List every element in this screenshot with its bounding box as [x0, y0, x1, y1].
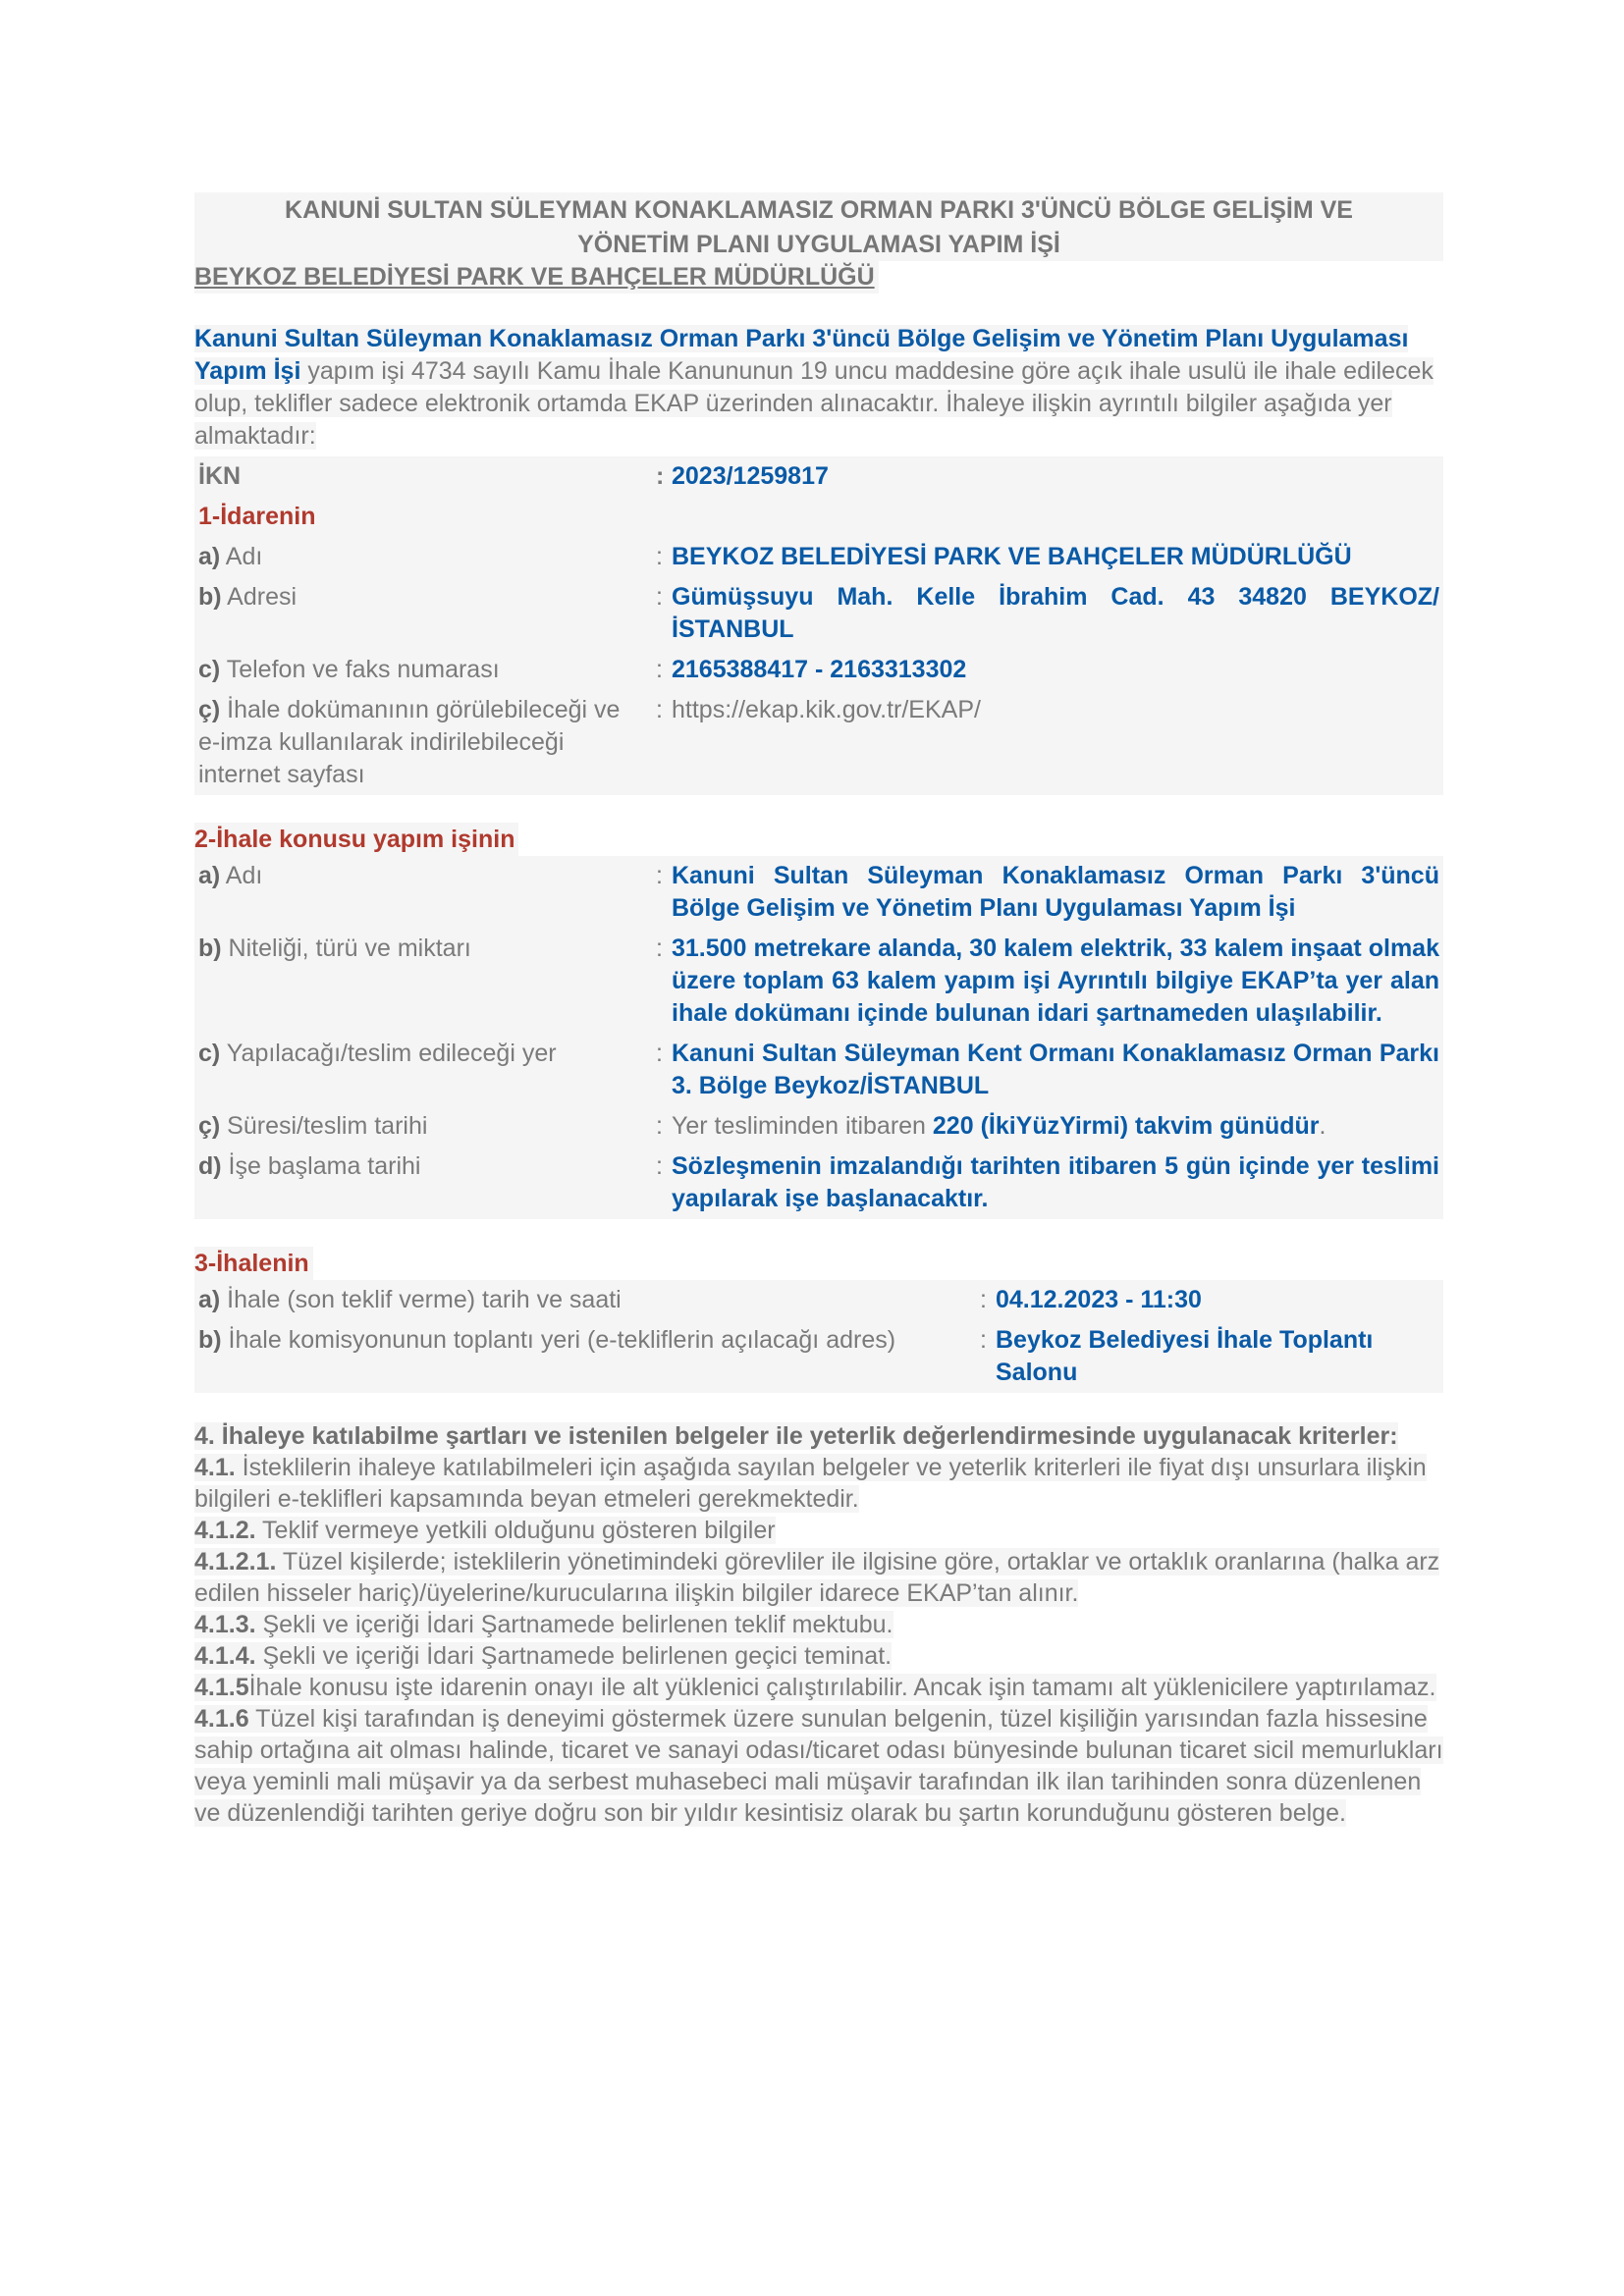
administration-address: Gümüşsuyu Mah. Kelle İbrahim Cad. 43 34820 BEYKOZ/İSTANBUL	[672, 583, 1439, 643]
row-label: İhale dokümanının görülebileceği ve e-imza kullanılarak indirilebileceği internet sayfası	[198, 696, 621, 788]
row-key: b)	[198, 1326, 222, 1354]
row-key: b)	[198, 583, 222, 611]
section-3-title: 3-İhalenin	[194, 1247, 313, 1280]
table-row	[194, 1280, 1443, 1320]
separator: :	[656, 934, 663, 962]
separator: :	[656, 462, 665, 490]
row-label: Niteliği, türü ve miktarı	[221, 934, 471, 962]
section-4-title: 4. İhaleye katılabilme şartları ve istenilen belgeler ile yeterlik değerlendirmesinde uygulanacak kriterler:	[194, 1422, 1398, 1450]
separator: :	[656, 583, 663, 611]
row-key: d)	[198, 1152, 222, 1180]
intro-project-name: Kanuni Sultan Süleyman Konaklamasız Orman Parkı 3'üncü Bölge Gelişim ve Yönetim Planı Uygulaması Yapım İşi	[194, 325, 1409, 385]
ikn-value: 2023/1259817	[672, 462, 829, 490]
table-row	[194, 690, 1443, 795]
table-row	[194, 1147, 1443, 1219]
title-line-1: KANUNİ SULTAN SÜLEYMAN KONAKLAMASIZ ORMAN PARKI 3'ÜNCÜ BÖLGE GELİŞİM VE	[285, 196, 1353, 224]
row-key: b)	[198, 934, 222, 962]
ekap-link[interactable]: https://ekap.kik.gov.tr/EKAP/	[672, 696, 981, 723]
table-row	[194, 1320, 1443, 1393]
row-label: İşe başlama tarihi	[221, 1152, 421, 1180]
criteria-section	[194, 1420, 1443, 1829]
duration-prefix: Yer tesliminden itibaren	[672, 1112, 933, 1140]
row-key: ç)	[198, 1112, 221, 1140]
section-3-table	[194, 1280, 1443, 1393]
tender-date: 04.12.2023 - 11:30	[996, 1286, 1202, 1313]
ikn-section-1-table	[194, 456, 1443, 795]
table-row	[194, 650, 1443, 690]
criteria-item: 4.1.5İhale konusu işte idarenin onayı ile alt yüklenici çalıştırılabilir. Ancak işin tamamı alt yüklenicilere yaptırılamaz.	[194, 1674, 1436, 1701]
authority-heading: BEYKOZ BELEDİYESİ PARK VE BAHÇELER MÜDÜRLÜĞÜ	[194, 261, 879, 294]
title-line-2: YÖNETİM PLANI UYGULAMASI YAPIM İŞİ	[577, 231, 1060, 258]
table-row	[194, 537, 1443, 577]
row-label: Adı	[220, 543, 263, 570]
row-label: Süresi/teslim tarihi	[220, 1112, 428, 1140]
row-label: Adı	[220, 862, 263, 889]
row-key: c)	[198, 656, 221, 683]
row-label: İhale komisyonunun toplantı yeri (e-tekliflerin açılacağı adres)	[221, 1326, 896, 1354]
start-date: Sözleşmenin imzalandığı tarihten itibaren 5 gün içinde yer teslimi yapılarak işe başlanacaktır.	[672, 1152, 1439, 1212]
criteria-item: 4.1.3. Şekli ve içeriği İdari Şartnamede belirlenen teklif mektubu.	[194, 1611, 893, 1638]
phone-fax: 2165388417 - 2163313302	[672, 656, 967, 683]
row-label: İhale (son teklif verme) tarih ve saati	[220, 1286, 622, 1313]
separator: :	[656, 696, 663, 723]
ikn-row	[194, 456, 1443, 497]
separator: :	[980, 1326, 987, 1354]
separator: :	[656, 656, 663, 683]
section-2-table	[194, 856, 1443, 1219]
ikn-label: İKN	[198, 462, 242, 490]
criteria-item: 4.1.6 Tüzel kişi tarafından iş deneyimi göstermek üzere sunulan belgenin, tüzel kişiliğin yarısından fazla hissesine sahip ortağına ait olması halinde, ticaret ve sanayi odası/ticaret odası bünyesinde bulunan ticaret sicil memurlukları veya yeminli mali müşavir ya da serbest muhasebeci mali müşavir tarafından ilk ilan tarihinden sonra düzenlenen ve düzenlendiği tarihten geriye doğru son bir yıldır kesintisiz olarak bu şartın korunduğunu gösteren belge.	[194, 1705, 1443, 1827]
row-label: Yapılacağı/teslim edileceği yer	[220, 1040, 557, 1067]
separator: :	[656, 862, 663, 889]
separator: :	[980, 1286, 987, 1313]
row-key: a)	[198, 862, 221, 889]
row-key: c)	[198, 1040, 221, 1067]
section-1-title: 1-İdarenin	[198, 503, 316, 530]
document-page	[194, 192, 1443, 1829]
row-key: ç)	[198, 696, 221, 723]
work-name: Kanuni Sultan Süleyman Konaklamasız Orman Parkı 3'üncü Bölge Gelişim ve Yönetim Planı Uygulaması Yapım İşi	[672, 862, 1439, 922]
table-row	[194, 856, 1443, 929]
criteria-item: 4.1.4. Şekli ve içeriği İdari Şartnamede belirlenen geçici teminat.	[194, 1642, 893, 1670]
separator: :	[656, 1040, 663, 1067]
duration-value: 220 (İkiYüzYirmi) takvim günüdür	[932, 1112, 1320, 1140]
separator: :	[656, 1152, 663, 1180]
administration-name: BEYKOZ BELEDİYESİ PARK VE BAHÇELER MÜDÜRLÜĞÜ	[672, 543, 1352, 570]
table-row	[194, 1106, 1443, 1147]
work-location: Kanuni Sultan Süleyman Kent Ormanı Konaklamasız Orman Parkı 3. Bölge Beykoz/İSTANBUL	[672, 1040, 1439, 1099]
document-title	[194, 192, 1443, 261]
table-row	[194, 577, 1443, 650]
separator: :	[656, 543, 663, 570]
intro-text: yapım işi 4734 sayılı Kamu İhale Kanununun 19 uncu maddesine göre açık ihale usulü ile ihale edilecek olup, teklifler sadece elektronik ortamda EKAP üzerinden alınacaktır. İhaleye ilişkin ayrıntılı bilgiler aşağıda yer almaktadır:	[194, 357, 1434, 450]
work-quantity: 31.500 metrekare alanda, 30 kalem elektrik, 33 kalem inşaat olmak üzere toplam 63 kalem yapım işi Ayrıntılı bilgiye EKAP’ta yer alan ihale dokümanı içinde bulunan idari şartnameden ulaşılabilir.	[672, 934, 1439, 1027]
work-duration	[668, 1106, 1443, 1147]
row-label: Adresi	[221, 583, 298, 611]
criteria-item: 4.1. İsteklilerin ihaleye katılabilmeleri için aşağıda sayılan belgeler ve yeterlik kriterleri ile fiyat dışı unsurlara ilişkin bilgileri e-teklifleri kapsamında beyan etmeleri gerekmektedir.	[194, 1454, 1427, 1513]
table-row	[194, 1034, 1443, 1106]
meeting-place: Beykoz Belediyesi İhale Toplantı Salonu	[996, 1326, 1374, 1386]
intro-paragraph	[194, 323, 1443, 453]
row-key: a)	[198, 1286, 221, 1313]
row-label: Telefon ve faks numarası	[220, 656, 500, 683]
separator: :	[656, 1112, 663, 1140]
criteria-item: 4.1.2.1. Tüzel kişilerde; isteklilerin yönetimindeki görevliler ile ilgisine göre, ortaklar ve ortaklık oranlarına (halka arz edilen hisseler hariç)/üyelerine/kurucularına ilişkin bilgiler idarece EKAP’tan alınır.	[194, 1548, 1440, 1607]
section-2-title: 2-İhale konusu yapım işinin	[194, 823, 518, 856]
criteria-item: 4.1.2. Teklif vermeye yetkili olduğunu gösteren bilgiler	[194, 1517, 776, 1544]
duration-suffix: .	[1319, 1112, 1326, 1140]
row-key: a)	[198, 543, 221, 570]
table-row	[194, 929, 1443, 1034]
